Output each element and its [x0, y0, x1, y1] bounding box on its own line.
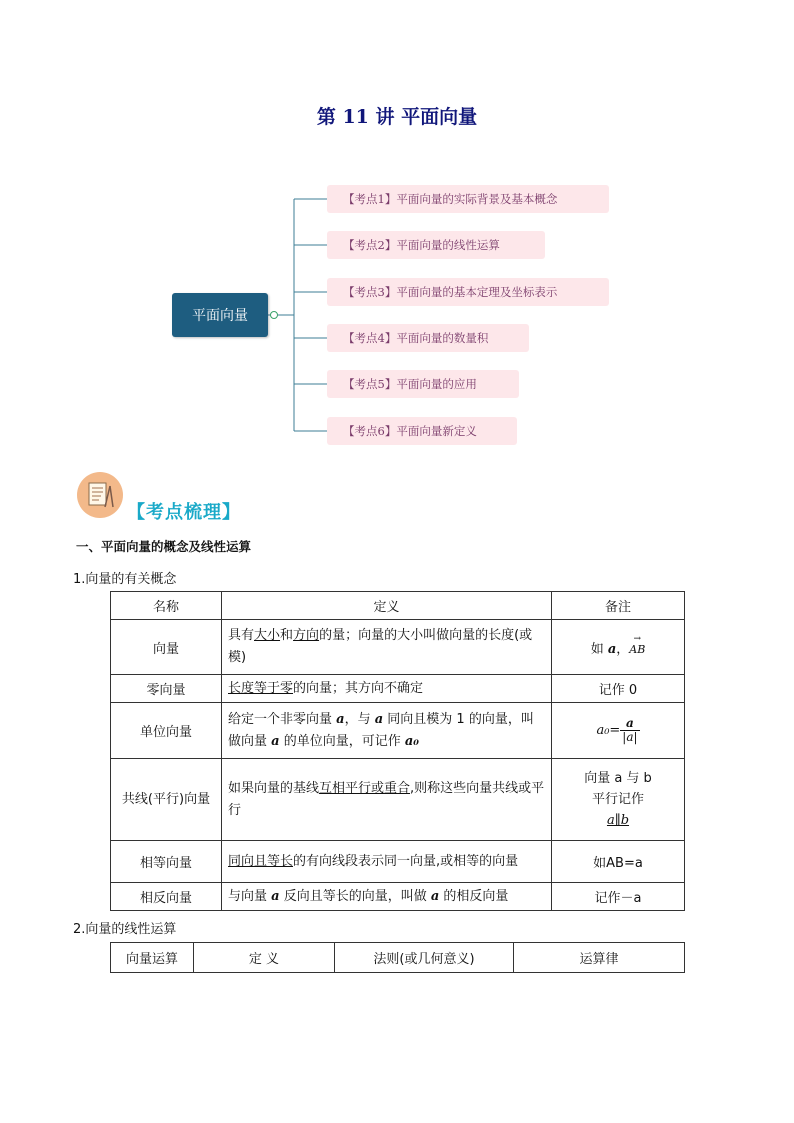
table-row — [111, 675, 685, 703]
header-law: 运算律 — [514, 943, 685, 973]
row-name: 相反向量 — [111, 883, 222, 911]
header-definition: 定义 — [222, 592, 552, 620]
row-note: a₀= $\frac{a}{|a|}$ — [552, 703, 685, 759]
row-definition: 如果向量的基线互相平行或重合,则称这些向量共线或平行 — [222, 759, 552, 841]
subsection-1-heading: 1.向量的有关概念 — [73, 572, 177, 587]
row-definition: 长度等于零的向量；其方向不确定 — [222, 675, 552, 703]
header-name: 名称 — [111, 592, 222, 620]
linear-operation-table — [110, 942, 685, 973]
row-note: 记作 0 — [552, 675, 685, 703]
row-definition: 同向且等长的有向线段表示同一向量,或相等的向量 — [222, 841, 552, 883]
mindmap-node-4: 【考点4】平面向量的数量积 — [327, 324, 529, 352]
row-name: 共线(平行)向量 — [111, 759, 222, 841]
table-row — [111, 883, 685, 911]
header-note: 备注 — [552, 592, 685, 620]
row-definition: 与向量 a 反向且等长的向量，叫做 a 的相反向量 — [222, 883, 552, 911]
part-one-heading: 一、平面向量的概念及线性运算 — [76, 539, 252, 554]
row-note: 记作－a — [552, 883, 685, 911]
mindmap-node-6: 【考点6】平面向量新定义 — [327, 417, 517, 445]
header-operation: 向量运算 — [111, 943, 194, 973]
row-name: 向量 — [111, 620, 222, 675]
row-name: 零向量 — [111, 675, 222, 703]
row-definition: 给定一个非零向量 a，与 a 同向且模为 1 的向量，叫做向量 a 的单位向量，可记作 a₀ — [222, 703, 552, 759]
table-header-row — [111, 943, 685, 973]
mindmap-node-1: 【考点1】平面向量的实际背景及基本概念 — [327, 185, 609, 213]
row-note: 向量 a 与 b 平行记作 a∥b — [552, 759, 685, 841]
header-definition: 定 义 — [194, 943, 335, 973]
mindmap-node-3: 【考点3】平面向量的基本定理及坐标表示 — [327, 278, 609, 306]
row-definition: 具有大小和方向的量；向量的大小叫做向量的长度(或模) — [222, 620, 552, 675]
row-name: 相等向量 — [111, 841, 222, 883]
row-note: 如 a， → AB — [552, 620, 685, 675]
section-heading: 【考点梳理】 — [127, 502, 241, 523]
table-row — [111, 841, 685, 883]
header-rule: 法则(或几何意义) — [335, 943, 514, 973]
table-row — [111, 620, 685, 675]
page-title: 第 11 讲 平面向量 — [316, 106, 478, 128]
mindmap-node-2: 【考点2】平面向量的线性运算 — [327, 231, 545, 259]
mindmap-root: 平面向量 — [172, 293, 268, 337]
table-row — [111, 703, 685, 759]
concept-table — [110, 591, 685, 911]
row-note: 如AB=a — [552, 841, 685, 883]
table-header-row — [111, 592, 685, 620]
row-name: 单位向量 — [111, 703, 222, 759]
mindmap-node-5: 【考点5】平面向量的应用 — [327, 370, 519, 398]
notebook-icon — [77, 472, 123, 518]
subsection-2-heading: 2.向量的线性运算 — [73, 922, 177, 937]
table-row — [111, 759, 685, 841]
